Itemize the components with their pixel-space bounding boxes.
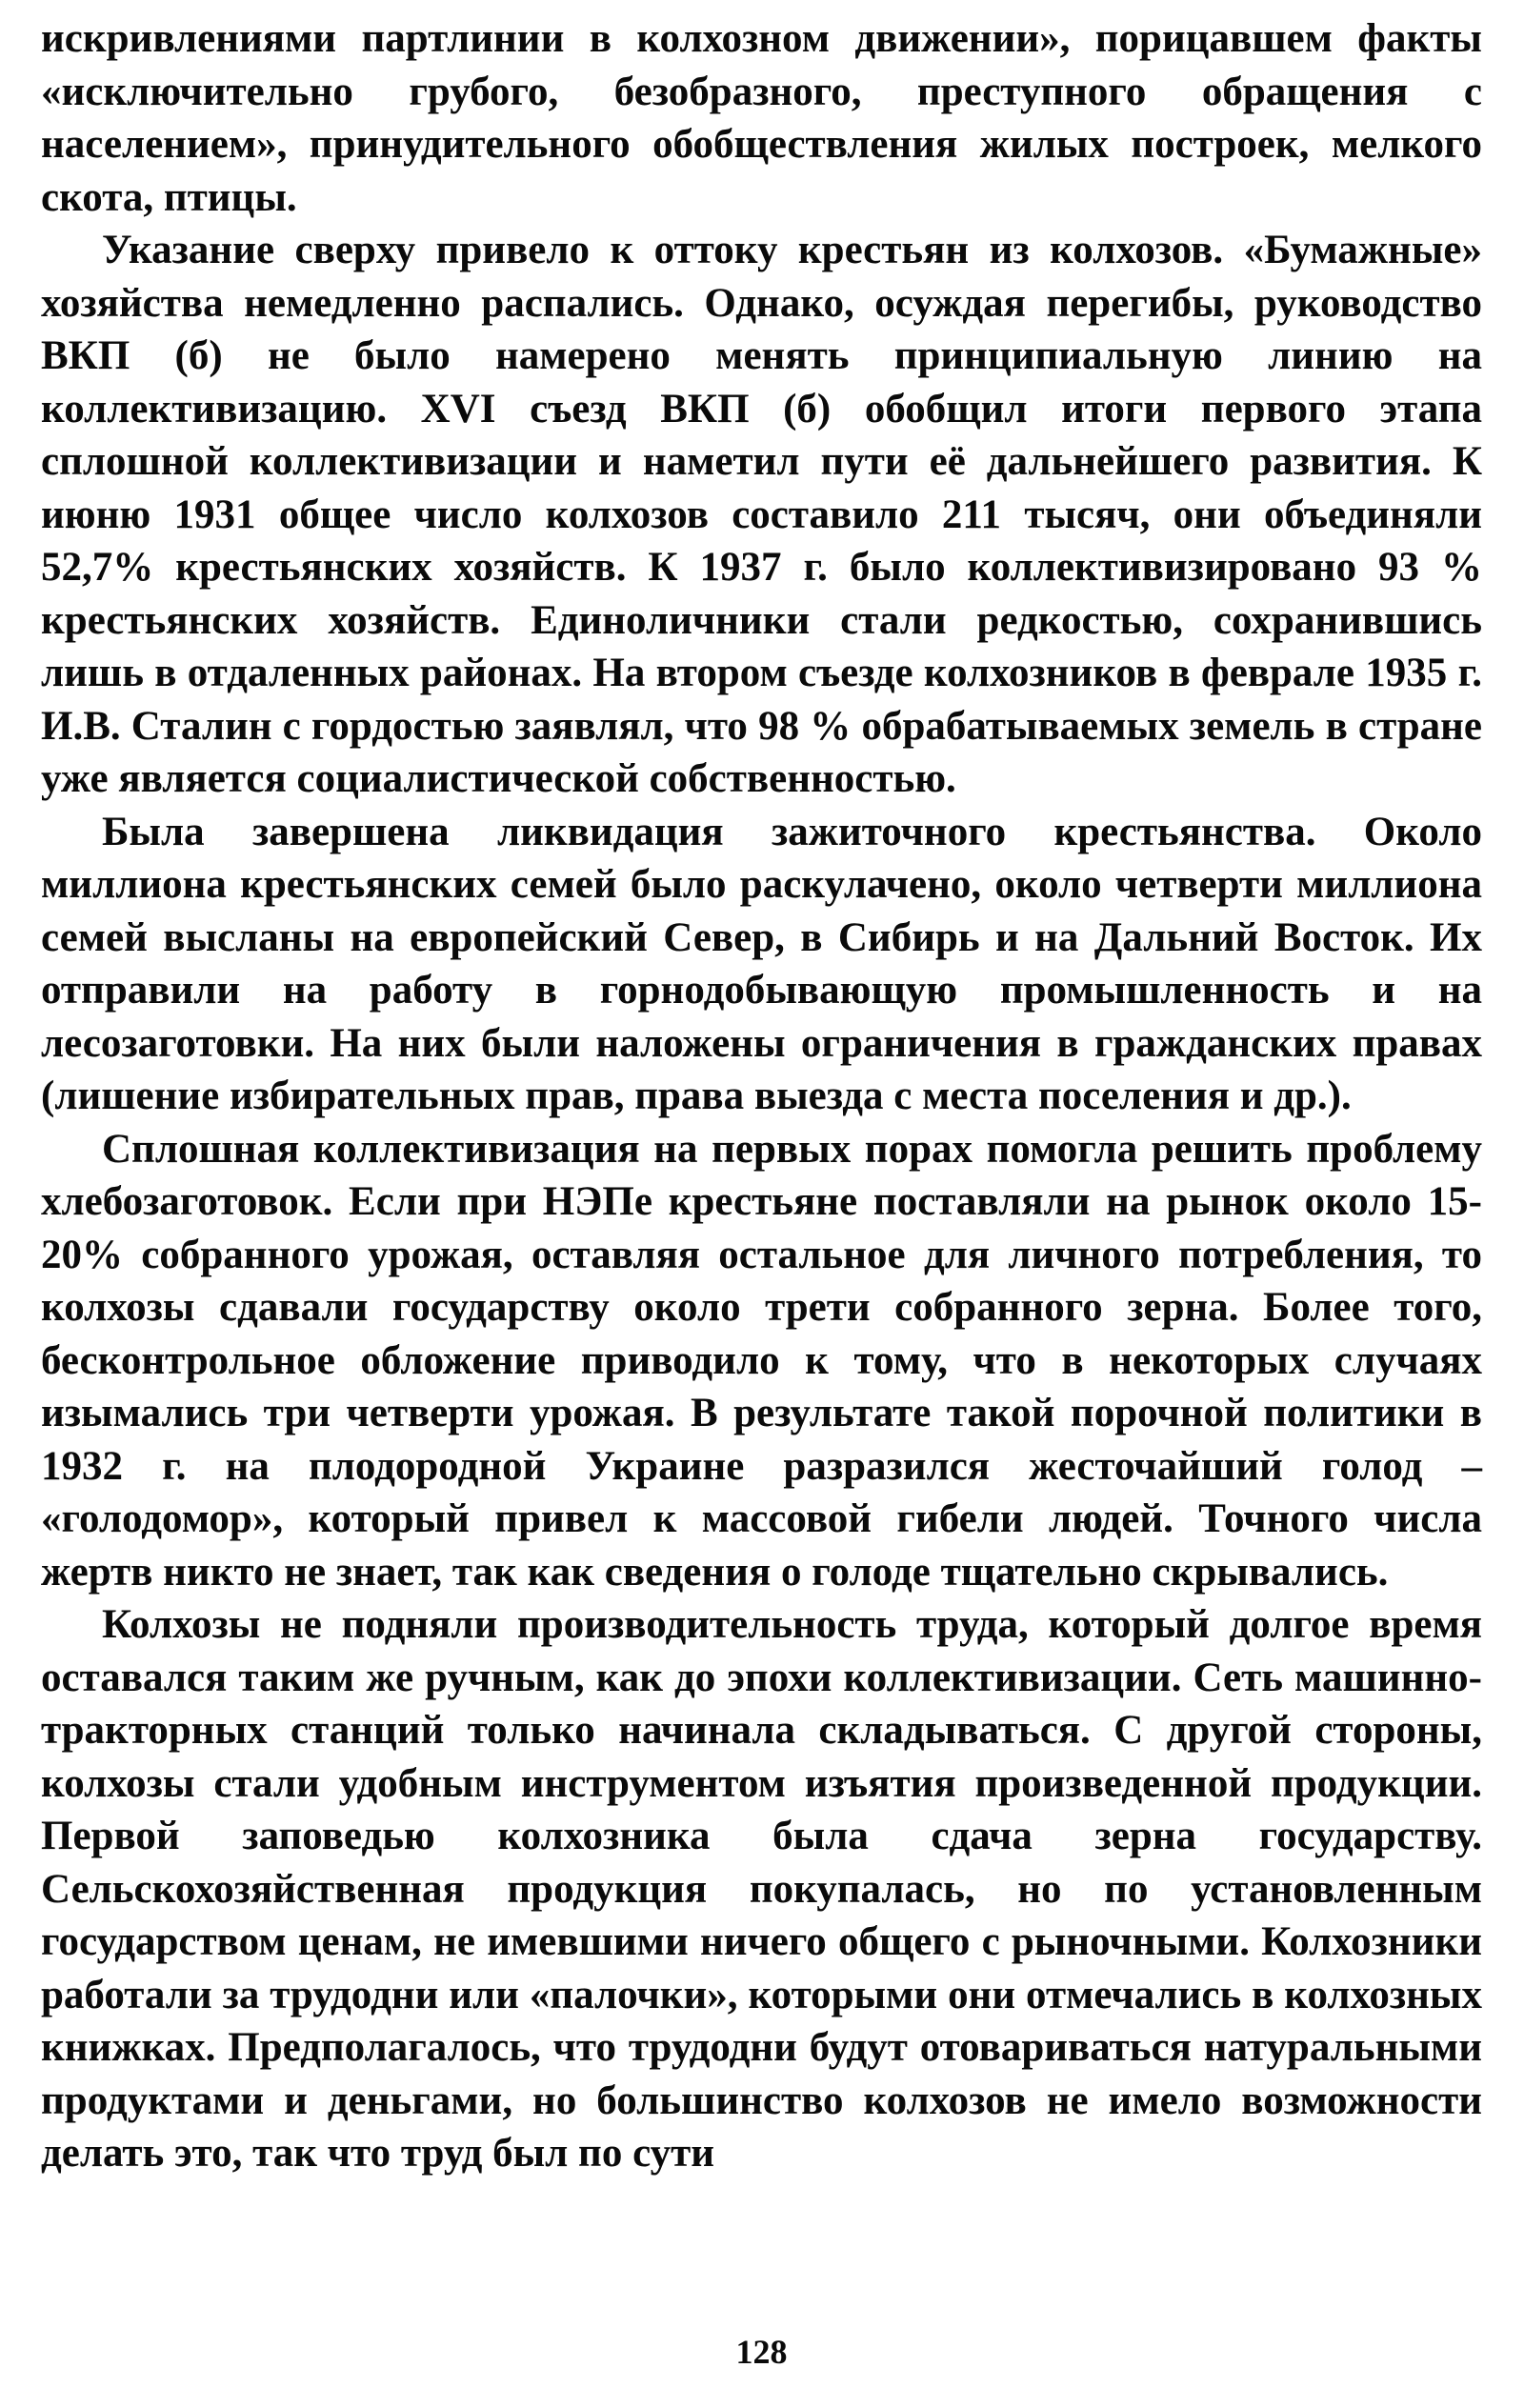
paragraph-4: Сплошная коллективизация на первых порах помогла решить проблему хлебозаготовок. Если при НЭПе крестьяне поставляли на рынок около 15-20% собранного урожая, оставляя остальное для личного потребления, то колхозы сдавали государству около трети собранного зерна. Более того, бесконтрольное обложение приводило к тому, что в некоторых случаях изымались три четверти урожая. В результате такой порочной политики в 1932 г. на плодородной Украине разразился жесточайший голод – «голодомор», который привел к массовой гибели людей. Точного числа жертв никто не знает, так как сведения о голоде тщательно скрывались.: [41, 1126, 1482, 1595]
paragraph-5: Колхозы не подняли производительность труда, который долгое время оставался таким же ручным, как до эпохи коллективизации. Сеть машинно-тракторных станций только начинала складываться. С другой стороны, колхозы стали удобным инструментом изъятия произведенной продукции. Первой заповедью колхозника была сдача зерна государству. Сельскохозяйственная продукция покупалась, но по установленным государством ценам, не имевшими ничего общего с рыночными. Колхозники работали за трудодни или «палочки», которыми они отмечались в колхозных книжках. Предполагалось, что трудодни будут отовариваться натуральными продуктами и деньгами, но большинство колхозов не имело возможности делать это, так что труд был по сути: [41, 1602, 1482, 2176]
paragraph-3: Была завершена ликвидация зажиточного крестьянства. Около миллиона крестьянских семей было раскулачено, около четверти миллиона семей высланы на европейский Север, в Сибирь и на Дальний Восток. Их отправили на работу в горнодобывающую промышленность и на лесозаготовки. На них были наложены ограничения в гражданских правах (лишение избирательных прав, права выезда с места поселения и др.).: [41, 809, 1482, 1118]
paragraph-1: искривлениями партлинии в колхозном движении», порицавшем факты «исключительно грубого, безобразного, преступного обращения с населением», принудительного обобществления жилых построек, мелкого скота, птицы.: [41, 16, 1482, 220]
page-number: 128: [735, 2333, 788, 2371]
paragraph-2: Указание сверху привело к оттоку крестьян из колхозов. «Бумажные» хозяйства немедленно распались. Однако, осуждая перегибы, руководство ВКП (б) не было намерено менять принципиальную линию на коллективизацию. XVI съезд ВКП (б) обобщил итоги первого этапа сплошной коллективизации и наметил пути её дальнейшего развития. К июню 1931 общее число колхозов составило 211 тысяч, они объединяли 52,7% крестьянских хозяйств. К 1937 г. было коллективизировано 93 % крестьянских хозяйств. Единоличники стали редкостью, сохранившись лишь в отдаленных районах. На втором съезде колхозников в феврале 1935 г. И.В. Сталин с гордостью заявлял, что 98 % обрабатываемых земель в стране уже является социалистической собственностью.: [41, 228, 1482, 801]
body-text: [41, 12, 1482, 2180]
document-page: [41, 0, 1482, 2408]
